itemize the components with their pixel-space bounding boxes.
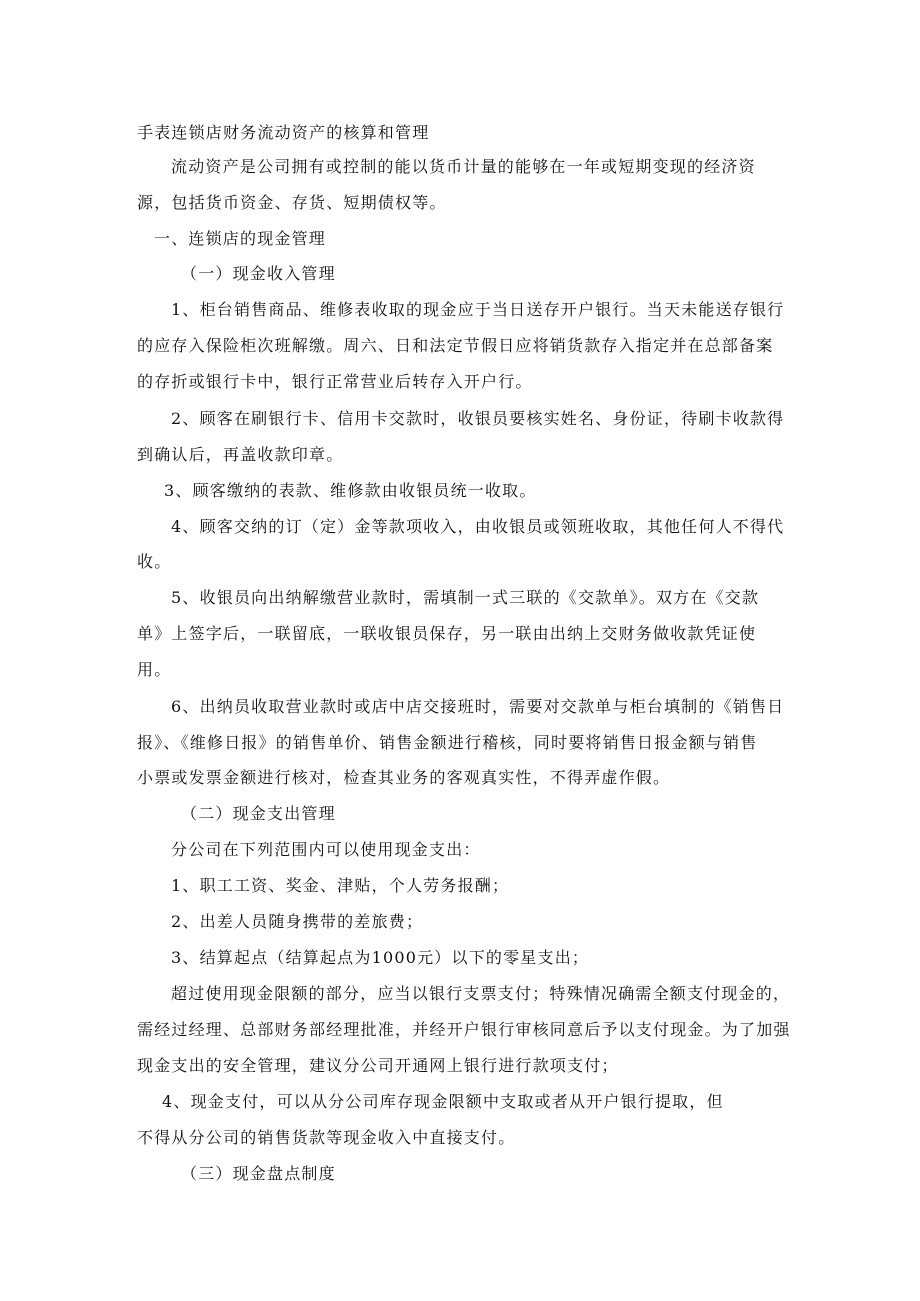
paragraph-line: 单》上签字后，一联留底，一联收银员保存，另一联由出纳上交财务做收款凭证使 (137, 624, 757, 643)
paragraph-line: 6、出纳员收取营业款时或店中店交接班时，需要对交款单与柜台填制的《销售日 (171, 697, 785, 716)
paragraph-line: 4、现金支付，可以从分公司库存现金限额中支取或者从开户银行提取，但 (162, 1092, 724, 1111)
subsection-heading: （三）现金盘点制度 (181, 1164, 336, 1183)
paragraph-line: 源，包括货币资金、存货、短期债权等。 (137, 193, 447, 212)
paragraph-line: 1、柜台销售商品、维修表收取的现金应于当日送存开户银行。当天未能送存银行 (171, 300, 785, 319)
list-item: 2、出差人员随身携带的差旅费； (171, 912, 424, 931)
paragraph-line: 需经过经理、总部财务部经理批准，并经开户银行审核同意后予以支付现金。为了加强 (137, 1020, 791, 1039)
list-item: 1、职工工资、奖金、津贴，个人劳务报酬； (171, 876, 510, 895)
paragraph-line: 流动资产是公司拥有或控制的能以货币计量的能够在一年或短期变现的经济资 (171, 157, 756, 176)
paragraph-line: 现金支出的安全管理，建议分公司开通网上银行进行款项支付； (137, 1056, 619, 1075)
paragraph-line: 收。 (137, 552, 172, 571)
paragraph-line: 的存折或银行卡中，银行正常营业后转存入开户行。 (137, 372, 533, 391)
paragraph-line: 超过使用现金限额的部分，应当以银行支票支付；特殊情况确需全额支付现金的， (171, 984, 791, 1003)
paragraph-line: 到确认后，再盖收款印章。 (137, 445, 344, 464)
subsection-heading: （一）现金收入管理 (181, 264, 336, 283)
paragraph-line: 小票或发票金额进行核对，检查其业务的客观真实性，不得弄虚作假。 (137, 768, 671, 787)
paragraph-line: 用。 (137, 660, 172, 679)
paragraph-line: 不得从分公司的销售货款等现金收入中直接支付。 (137, 1128, 516, 1147)
paragraph-line: 分公司在下列范围内可以使用现金支出： (171, 840, 481, 859)
subsection-heading: （二）现金支出管理 (181, 804, 336, 823)
paragraph-line: 报》、《维修日报》的销售单价、销售金额进行稽核，同时要将销售日报金额与销售 (137, 733, 758, 752)
document-title: 手表连锁店财务流动资产的核算和管理 (137, 123, 430, 142)
list-item: 3、结算起点（结算起点为1000元）以下的零星支出； (171, 948, 590, 967)
paragraph-line: 5、收银员向出纳解缴营业款时，需填制一式三联的《交款单》。双方在《交款 (171, 588, 760, 607)
paragraph-line: 的应存入保险柜次班解缴。周六、日和法定节假日应将销货款存入指定并在总部备案 (137, 336, 774, 355)
paragraph-line: 3、顾客缴纳的表款、维修款由收银员统一收取。 (164, 481, 537, 500)
paragraph-line: 4、顾客交纳的订（定）金等款项收入，由收银员或领班收取，其他任何人不得代 (171, 517, 785, 536)
section-heading: 一、连锁店的现金管理 (154, 229, 327, 248)
paragraph-line: 2、顾客在刷银行卡、信用卡交款时，收银员要核实姓名、身份证，待刷卡收款得 (171, 409, 785, 428)
